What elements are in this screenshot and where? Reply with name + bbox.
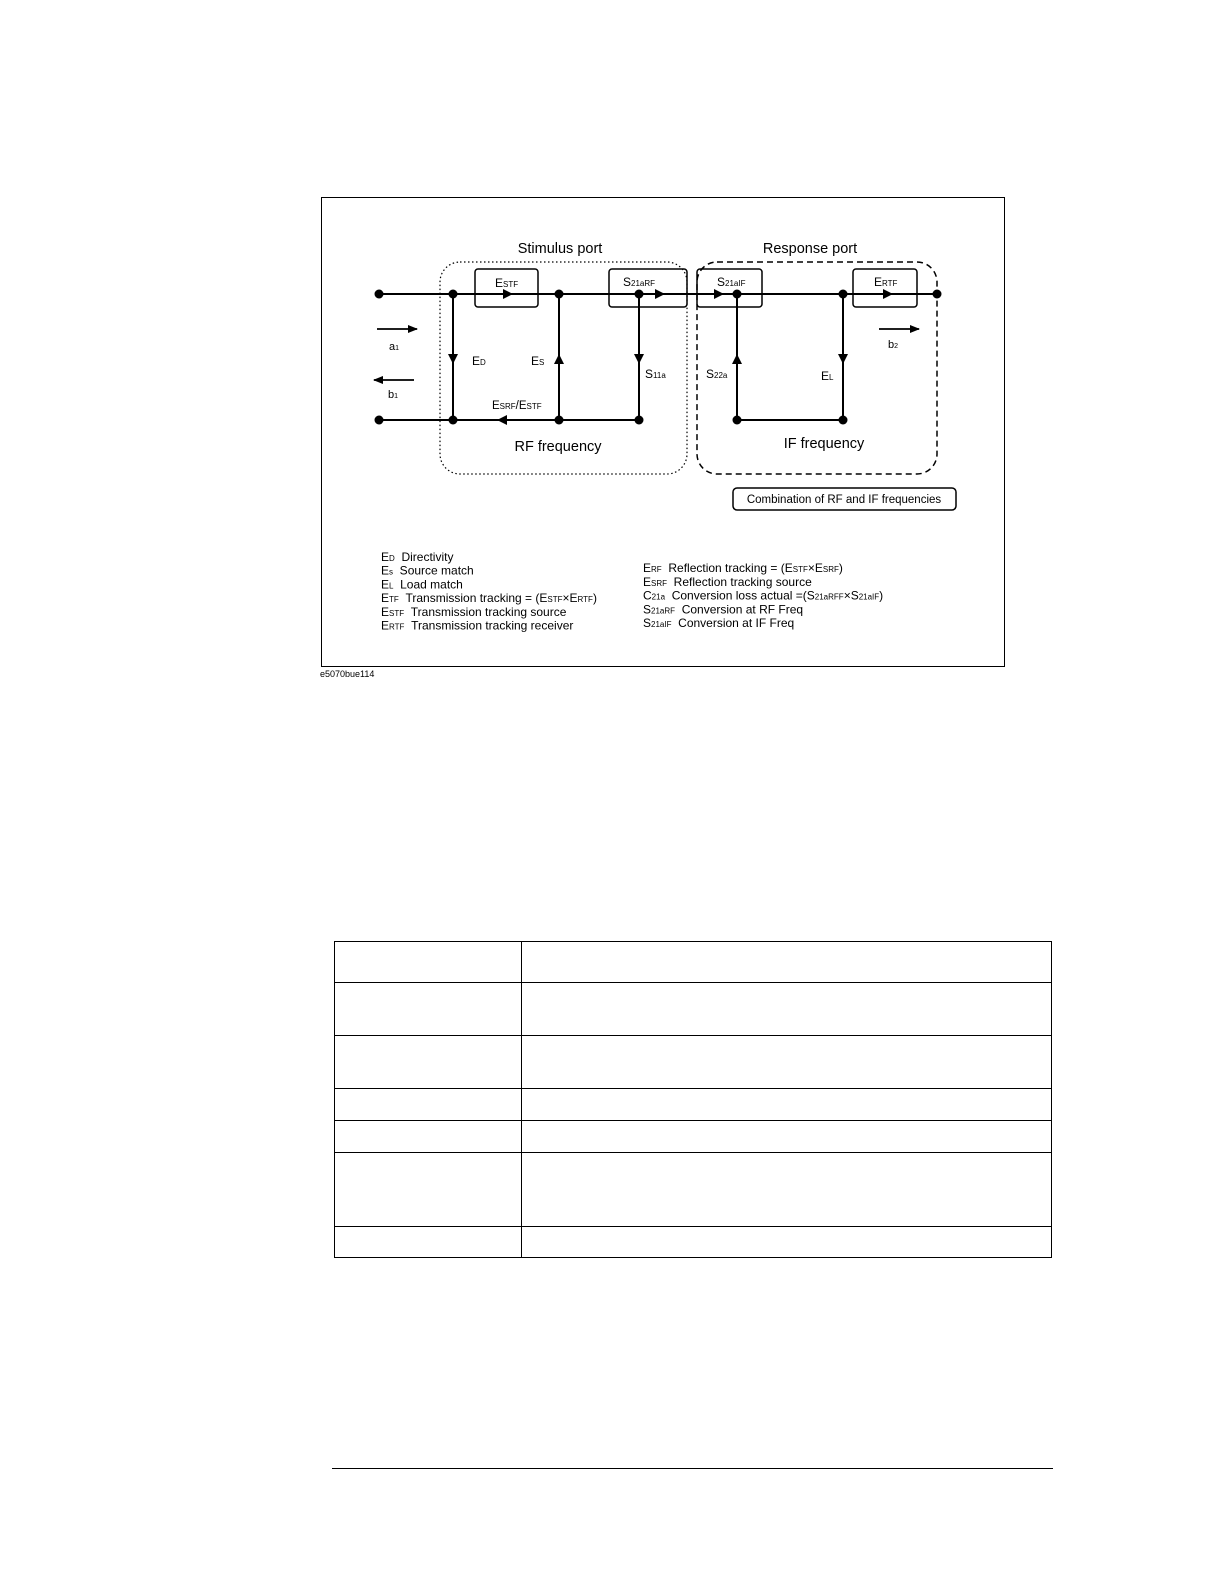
node <box>933 290 942 299</box>
s21arf-label: S21aRF <box>623 275 656 289</box>
table-cell-term <box>335 1089 522 1121</box>
table-cell-description <box>522 1153 1052 1227</box>
el-arrow-icon <box>838 354 848 364</box>
table-cell-description <box>522 1121 1052 1153</box>
table-cell-description <box>522 1089 1052 1121</box>
legend-entry: ESRF Reflection tracking source <box>643 574 812 589</box>
legend-entry: ED Directivity <box>381 550 454 564</box>
table-cell-term <box>335 983 522 1036</box>
legend-entry: ESTF Transmission tracking source <box>381 604 567 619</box>
es-arrow-icon <box>554 354 564 364</box>
b1-label: b1 <box>388 389 399 401</box>
table-row <box>335 983 1052 1036</box>
node <box>375 416 384 425</box>
node <box>555 290 564 299</box>
s21aif-arrow-icon <box>714 289 724 299</box>
combination-label: Combination of RF and IF frequencies <box>746 494 942 506</box>
node-dots <box>375 290 942 425</box>
table-cell-term <box>335 1121 522 1153</box>
ed-arrow-icon <box>448 354 458 364</box>
table-row <box>335 942 1052 983</box>
ertf-label: ERTF <box>874 275 898 289</box>
legend-entry: C21a Conversion loss actual =(S21aRFF×S21aIF) <box>643 588 884 603</box>
a1-label: a1 <box>389 341 400 353</box>
node <box>839 290 848 299</box>
table-cell-description <box>522 983 1052 1036</box>
legend-right <box>643 561 883 630</box>
s22a-label: S22a <box>706 367 728 381</box>
legend-entry: ERTF Transmission tracking receiver <box>381 618 574 633</box>
s21aif-label: S21aIF <box>717 275 746 289</box>
table-row <box>335 1089 1052 1121</box>
node <box>839 416 848 425</box>
ertf-box <box>853 269 917 307</box>
legend-entry: EL Load match <box>381 577 463 592</box>
node <box>733 290 742 299</box>
s22a-arrow-icon <box>732 354 742 364</box>
node <box>635 290 644 299</box>
table-row <box>335 1121 1052 1153</box>
footer-rule <box>332 1468 1053 1469</box>
estf-label: ESTF <box>495 276 519 290</box>
data-table <box>334 941 1052 1258</box>
node <box>635 416 644 425</box>
stimulus-port-label: Stimulus port <box>517 241 603 257</box>
s21aif-box <box>697 269 762 307</box>
table-cell-term <box>335 1153 522 1227</box>
s11a-label: S11a <box>645 367 666 381</box>
node <box>733 416 742 425</box>
node <box>449 290 458 299</box>
esrf-estf-label: ESRF/ESTF <box>492 400 542 412</box>
legend-entry: Es Source match <box>381 563 474 578</box>
table-cell-description <box>522 1227 1052 1258</box>
el-label: EL <box>821 369 834 383</box>
table-cell-description <box>522 942 1052 983</box>
if-frequency-label: IF frequency <box>783 436 865 452</box>
figure-id: e5070bue114 <box>320 669 375 679</box>
table-cell-description <box>522 1036 1052 1089</box>
legend-entry: S21aRF Conversion at RF Freq <box>643 602 804 617</box>
legend-left <box>381 550 597 633</box>
s11a-arrow-icon <box>634 354 644 364</box>
ed-label: ED <box>472 354 486 368</box>
s21arf-arrow-icon <box>655 289 665 299</box>
table-cell-term <box>335 1227 522 1258</box>
node <box>555 416 564 425</box>
legend-entry: ERF Reflection tracking = (ESTF×ESRF) <box>643 561 843 575</box>
legend-entry: ETF Transmission tracking = (ESTF×ERTF) <box>381 591 597 606</box>
node <box>375 290 384 299</box>
table-row <box>335 1227 1052 1258</box>
table-row <box>335 1153 1052 1227</box>
table-cell-term <box>335 942 522 983</box>
esrf-arrow-icon <box>497 415 507 425</box>
node <box>449 416 458 425</box>
s21arf-box <box>609 269 687 307</box>
table-cell-term <box>335 1036 522 1089</box>
table-row <box>335 1036 1052 1089</box>
b2-label: b2 <box>888 339 899 351</box>
rf-frequency-label: RF frequency <box>514 439 602 455</box>
es-label: ES <box>531 354 545 368</box>
response-port-label: Response port <box>762 241 858 257</box>
legend-entry: S21aIF Conversion at IF Freq <box>643 616 795 631</box>
